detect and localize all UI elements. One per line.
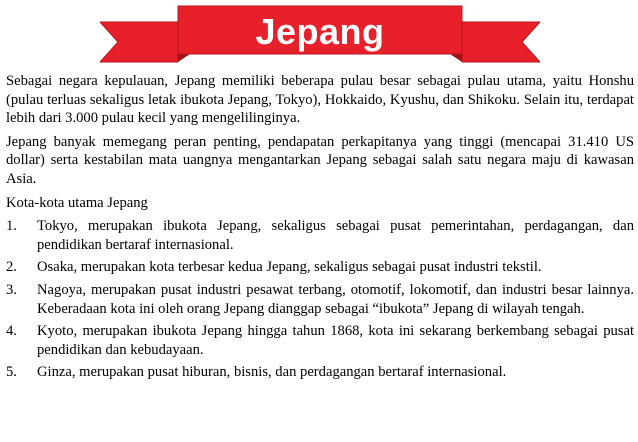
document-body — [6, 72, 634, 386]
intro-paragraph: Sebagai negara kepulauan, Jepang memiliki beberapa pulau besar sebagai pulau utama, yaitu Honshu (pulau terluas sekaligus letak ibukota Jepang, Tokyo), Hokkaido, Kyushu, dan Shikoku. Selain itu, terdapat lebih dari 3.000 pulau kecil yang mengelilinginya. — [6, 73, 634, 127]
list-item — [6, 281, 634, 318]
economy-paragraph: Jepang banyak memegang peran penting, pendapatan perkapitanya yang tinggi (mencapai 31.410 US dollar) serta kestabilan mata uangnya mengantarkan Jepang sebagai salah satu negara maju di kawasan Asia. — [6, 133, 634, 187]
list-text: Osaka, merupakan kota terbesar kedua Jepang, sekaligus sebagai pusat industri tekstil. — [37, 259, 542, 276]
list-text: Nagoya, merupakan pusat industri pesawat terbang, otomotif, lokomotif, dan industri besar lainnya. Keberadaan kota ini oleh orang Jepang dianggap sebagai “ibukota” Jepang di wilayah tengah. — [37, 281, 634, 317]
list-item — [6, 217, 634, 254]
list-text: Tokyo, merupakan ibukota Jepang, sekaligus sebagai pusat pemerintahan, perdagangan, dan pendidikan bertaraf internasional. — [37, 218, 634, 253]
list-text: Ginza, merupakan pusat hiburan, bisnis, dan perdagangan bertaraf internasional. — [37, 364, 507, 381]
cities-heading: Kota-kota utama Jepang — [6, 194, 148, 211]
list-number: 2. — [6, 259, 17, 276]
page-title: Jepang — [255, 11, 385, 52]
list-number: 5. — [6, 364, 17, 381]
list-number: 1. — [6, 218, 17, 235]
list-text: Kyoto, merupakan ibukota Jepang hingga tahun 1868, kota ini sekarang berkembang sebagai pusat pendidikan dan kebudayaan. — [37, 323, 634, 358]
list-number: 3. — [6, 281, 17, 298]
list-item — [6, 322, 634, 359]
title-banner — [100, 0, 540, 68]
list-number: 4. — [6, 323, 17, 340]
list-item — [6, 258, 634, 277]
cities-list — [6, 217, 634, 382]
list-item — [6, 363, 634, 382]
